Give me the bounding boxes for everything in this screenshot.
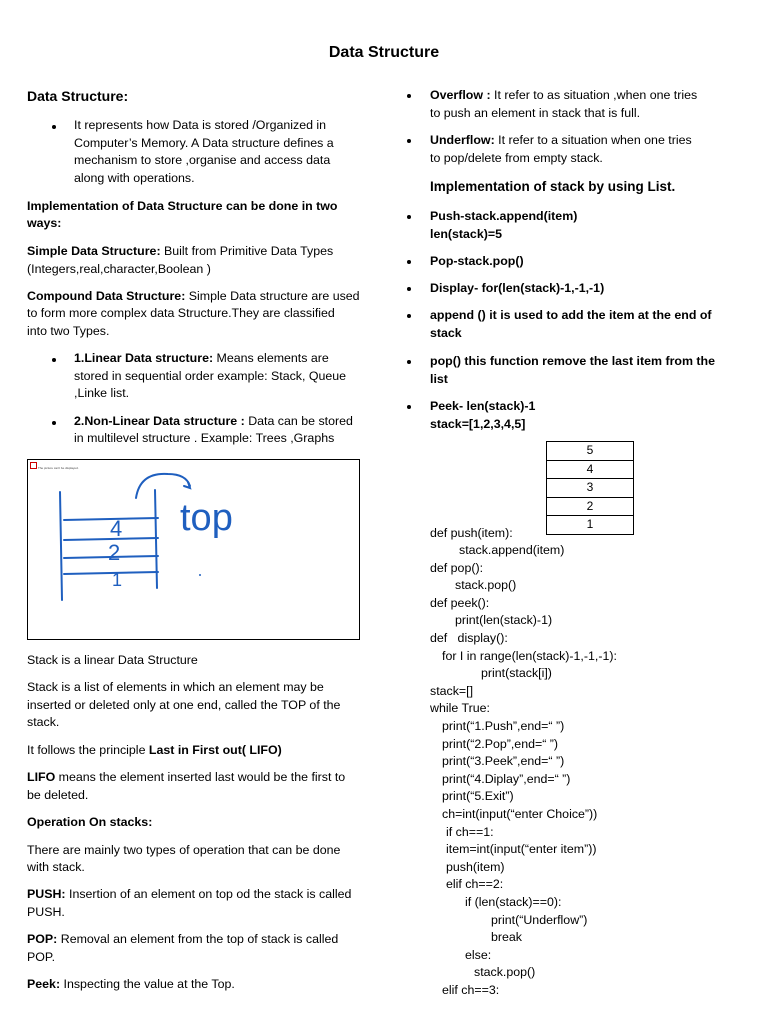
stack-def-line: Stack is a list of elements in which an element may be — [27, 680, 324, 694]
peek-label: Peek: — [27, 977, 61, 991]
stack-table — [546, 441, 634, 535]
stack-def-line: stack. — [27, 715, 60, 729]
compound-label: Compound Data Structure: — [27, 289, 186, 303]
page-title: Data Structure — [328, 44, 440, 61]
linear-label: 1.Linear Data structure: — [74, 351, 214, 365]
top-label: top — [180, 497, 233, 539]
code-line: push(item) — [446, 860, 505, 874]
stray-dot — [199, 574, 201, 576]
lifo-text-2: be deleted. — [27, 788, 89, 802]
push-label: PUSH: — [27, 887, 66, 901]
underflow-line — [430, 132, 692, 150]
code-line: break — [491, 930, 522, 944]
intro-line: mechanism to store ,organise and access data — [74, 153, 331, 167]
stack-cell: 4 — [547, 460, 634, 479]
code-line: for I in range(len(stack)-1,-1,-1): — [442, 649, 617, 663]
ops-heading: Operation On stacks: — [27, 815, 153, 829]
stack-diagram — [27, 459, 360, 640]
code-line: stack.pop() — [474, 965, 536, 979]
bullet-icon — [52, 421, 56, 425]
code-line: stack.pop() — [455, 578, 517, 592]
impl-item: Push-stack.append(item) — [430, 209, 578, 223]
top-arrow-head — [184, 482, 190, 488]
bullet-icon — [407, 94, 411, 98]
code-line: print(“4.Diplay”,end=“ ”) — [442, 772, 571, 786]
stack-row-line — [64, 572, 158, 574]
bullet-icon — [407, 360, 411, 364]
lifo-text: means the element inserted last would be the first to — [55, 770, 346, 784]
compound-text-3: into two Types. — [27, 324, 110, 338]
ops-text: There are mainly two types of operation that can be done — [27, 843, 341, 857]
ops-text: with stack. — [27, 860, 85, 874]
stack-cell: 3 — [547, 479, 634, 498]
section-heading: Data Structure: — [27, 88, 129, 104]
code-line: def push(item): — [430, 526, 513, 540]
peek-text: Inspecting the value at the Top. — [60, 977, 235, 991]
bullet-icon — [407, 287, 411, 291]
impl-item: list — [430, 372, 448, 386]
diagram-caption: The picture can't be displayed. — [38, 466, 79, 470]
push-text: Insertion of an element on top od the stack is called — [65, 887, 352, 901]
code-line: while True: — [430, 701, 490, 715]
bullet-icon — [52, 358, 56, 362]
pop-text: Removal an element from the top of stack is called — [57, 932, 339, 946]
simple-label: Simple Data Structure: — [27, 244, 161, 258]
bullet-icon — [407, 314, 411, 318]
overflow-line — [430, 87, 697, 105]
peek-line — [27, 976, 235, 994]
impl-item: Pop-stack.pop() — [430, 254, 524, 268]
push-text-2: PUSH. — [27, 905, 65, 919]
underflow-label: Underflow: — [430, 133, 495, 147]
impl-heading: Implementation of Data Structure can be done in two — [27, 199, 338, 213]
impl-item: append () it is used to add the item at the end of — [430, 308, 712, 322]
principle-bold: Last in First out( LIFO) — [148, 743, 282, 757]
compound-ds — [27, 288, 360, 306]
bullet-icon — [407, 405, 411, 409]
simple-text: Built from Primitive Data Types — [160, 244, 334, 258]
compound-text-2: to form more complex data Structure.They are classified — [27, 306, 335, 320]
code-line: stack.append(item) — [459, 543, 565, 557]
bullet-icon — [407, 215, 411, 219]
lifo-label: LIFO — [27, 770, 56, 784]
code-line: elif ch==2: — [446, 877, 504, 891]
stack-left-wall — [60, 492, 62, 600]
impl-item: stack=[1,2,3,4,5] — [430, 417, 526, 431]
impl-item: pop() this function remove the last item from the — [430, 354, 716, 368]
nonlinear-label: 2.Non-Linear Data structure : — [74, 414, 245, 428]
nonlinear-text: Data can be stored — [244, 414, 353, 428]
overflow-label: Overflow : — [430, 88, 491, 102]
principle-text: It follows the principle — [27, 743, 149, 757]
code-line: ch=int(input(“enter Choice”)) — [442, 807, 598, 821]
stack-def-line: inserted or deleted only at one end, called the TOP of the — [27, 698, 341, 712]
nonlinear-ds — [74, 413, 353, 431]
lifo-line — [27, 769, 345, 787]
impl-stack-heading: Implementation of stack by using List. — [430, 179, 676, 194]
stack-cell: 2 — [547, 497, 634, 516]
code-line: else: — [465, 948, 492, 962]
code-line: print(“Underflow”) — [491, 913, 588, 927]
compound-text: Simple Data structure are used — [185, 289, 360, 303]
bullet-icon — [407, 260, 411, 264]
code-line: if (len(stack)==0): — [465, 895, 562, 909]
impl-item: stack — [430, 326, 462, 340]
impl-item: len(stack)=5 — [430, 227, 502, 241]
code-line: print(“5.Exit”) — [442, 789, 514, 803]
bullet-icon — [52, 125, 56, 129]
code-line: print(stack[i]) — [481, 666, 552, 680]
principle-line — [27, 742, 282, 760]
stack-linear-text: Stack is a linear Data Structure — [27, 653, 198, 667]
underflow-text: It refer to a situation when one tries — [494, 133, 692, 147]
code-line: if ch==1: — [446, 825, 494, 839]
code-line: print(“3.Peek”,end=“ ”) — [442, 754, 565, 768]
overflow-text-2: to push an element in stack that is full. — [430, 106, 641, 120]
box-label-2: 2 — [108, 540, 121, 565]
underflow-text-2: to pop/delete from empty stack. — [430, 151, 603, 165]
code-line: elif ch==3: — [442, 983, 500, 997]
code-line: def display(): — [430, 631, 508, 645]
intro-line: along with operations. — [74, 171, 195, 185]
linear-text-3: ,Linke list. — [74, 386, 130, 400]
top-arrow — [136, 474, 190, 498]
code-line: print(“2.Pop”,end=“ ”) — [442, 737, 559, 751]
simple-text-2: (Integers,real,character,Boolean ) — [27, 262, 211, 276]
linear-ds — [74, 350, 329, 368]
overflow-text: It refer to as situation ,when one tries — [490, 88, 698, 102]
pop-label: POP: — [27, 932, 58, 946]
code-line: print(len(stack)-1) — [455, 613, 553, 627]
impl-heading: ways: — [27, 216, 62, 230]
impl-item: Display- for(len(stack)-1,-1,-1) — [430, 281, 605, 295]
simple-ds — [27, 243, 333, 261]
stack-cell: 5 — [547, 442, 634, 461]
bullet-icon — [407, 139, 411, 143]
code-line: item=int(input(“enter item”)) — [446, 842, 597, 856]
code-line: def peek(): — [430, 596, 490, 610]
pop-text-2: POP. — [27, 950, 56, 964]
box-label-1: 1 — [112, 570, 123, 590]
stack-cell: 1 — [547, 516, 634, 535]
linear-text-2: stored in sequential order example: Stack, Queue — [74, 369, 347, 383]
code-line: stack=[] — [430, 684, 474, 698]
intro-line: It represents how Data is stored /Organized in — [74, 118, 327, 132]
code-line: print(“1.Push”,end=“ ”) — [442, 719, 565, 733]
code-line: def pop(): — [430, 561, 484, 575]
push-line — [27, 886, 351, 904]
box-label-4: 4 — [110, 516, 123, 541]
stack-sketch — [28, 460, 359, 639]
pop-line — [27, 931, 338, 949]
linear-text: Means elements are — [213, 351, 329, 365]
intro-line: Computer’s Memory. A Data structure defines a — [74, 136, 334, 150]
nonlinear-text-2: in multilevel structure . Example: Trees ,Graphs — [74, 431, 335, 445]
impl-item: Peek- len(stack)-1 — [430, 399, 536, 413]
